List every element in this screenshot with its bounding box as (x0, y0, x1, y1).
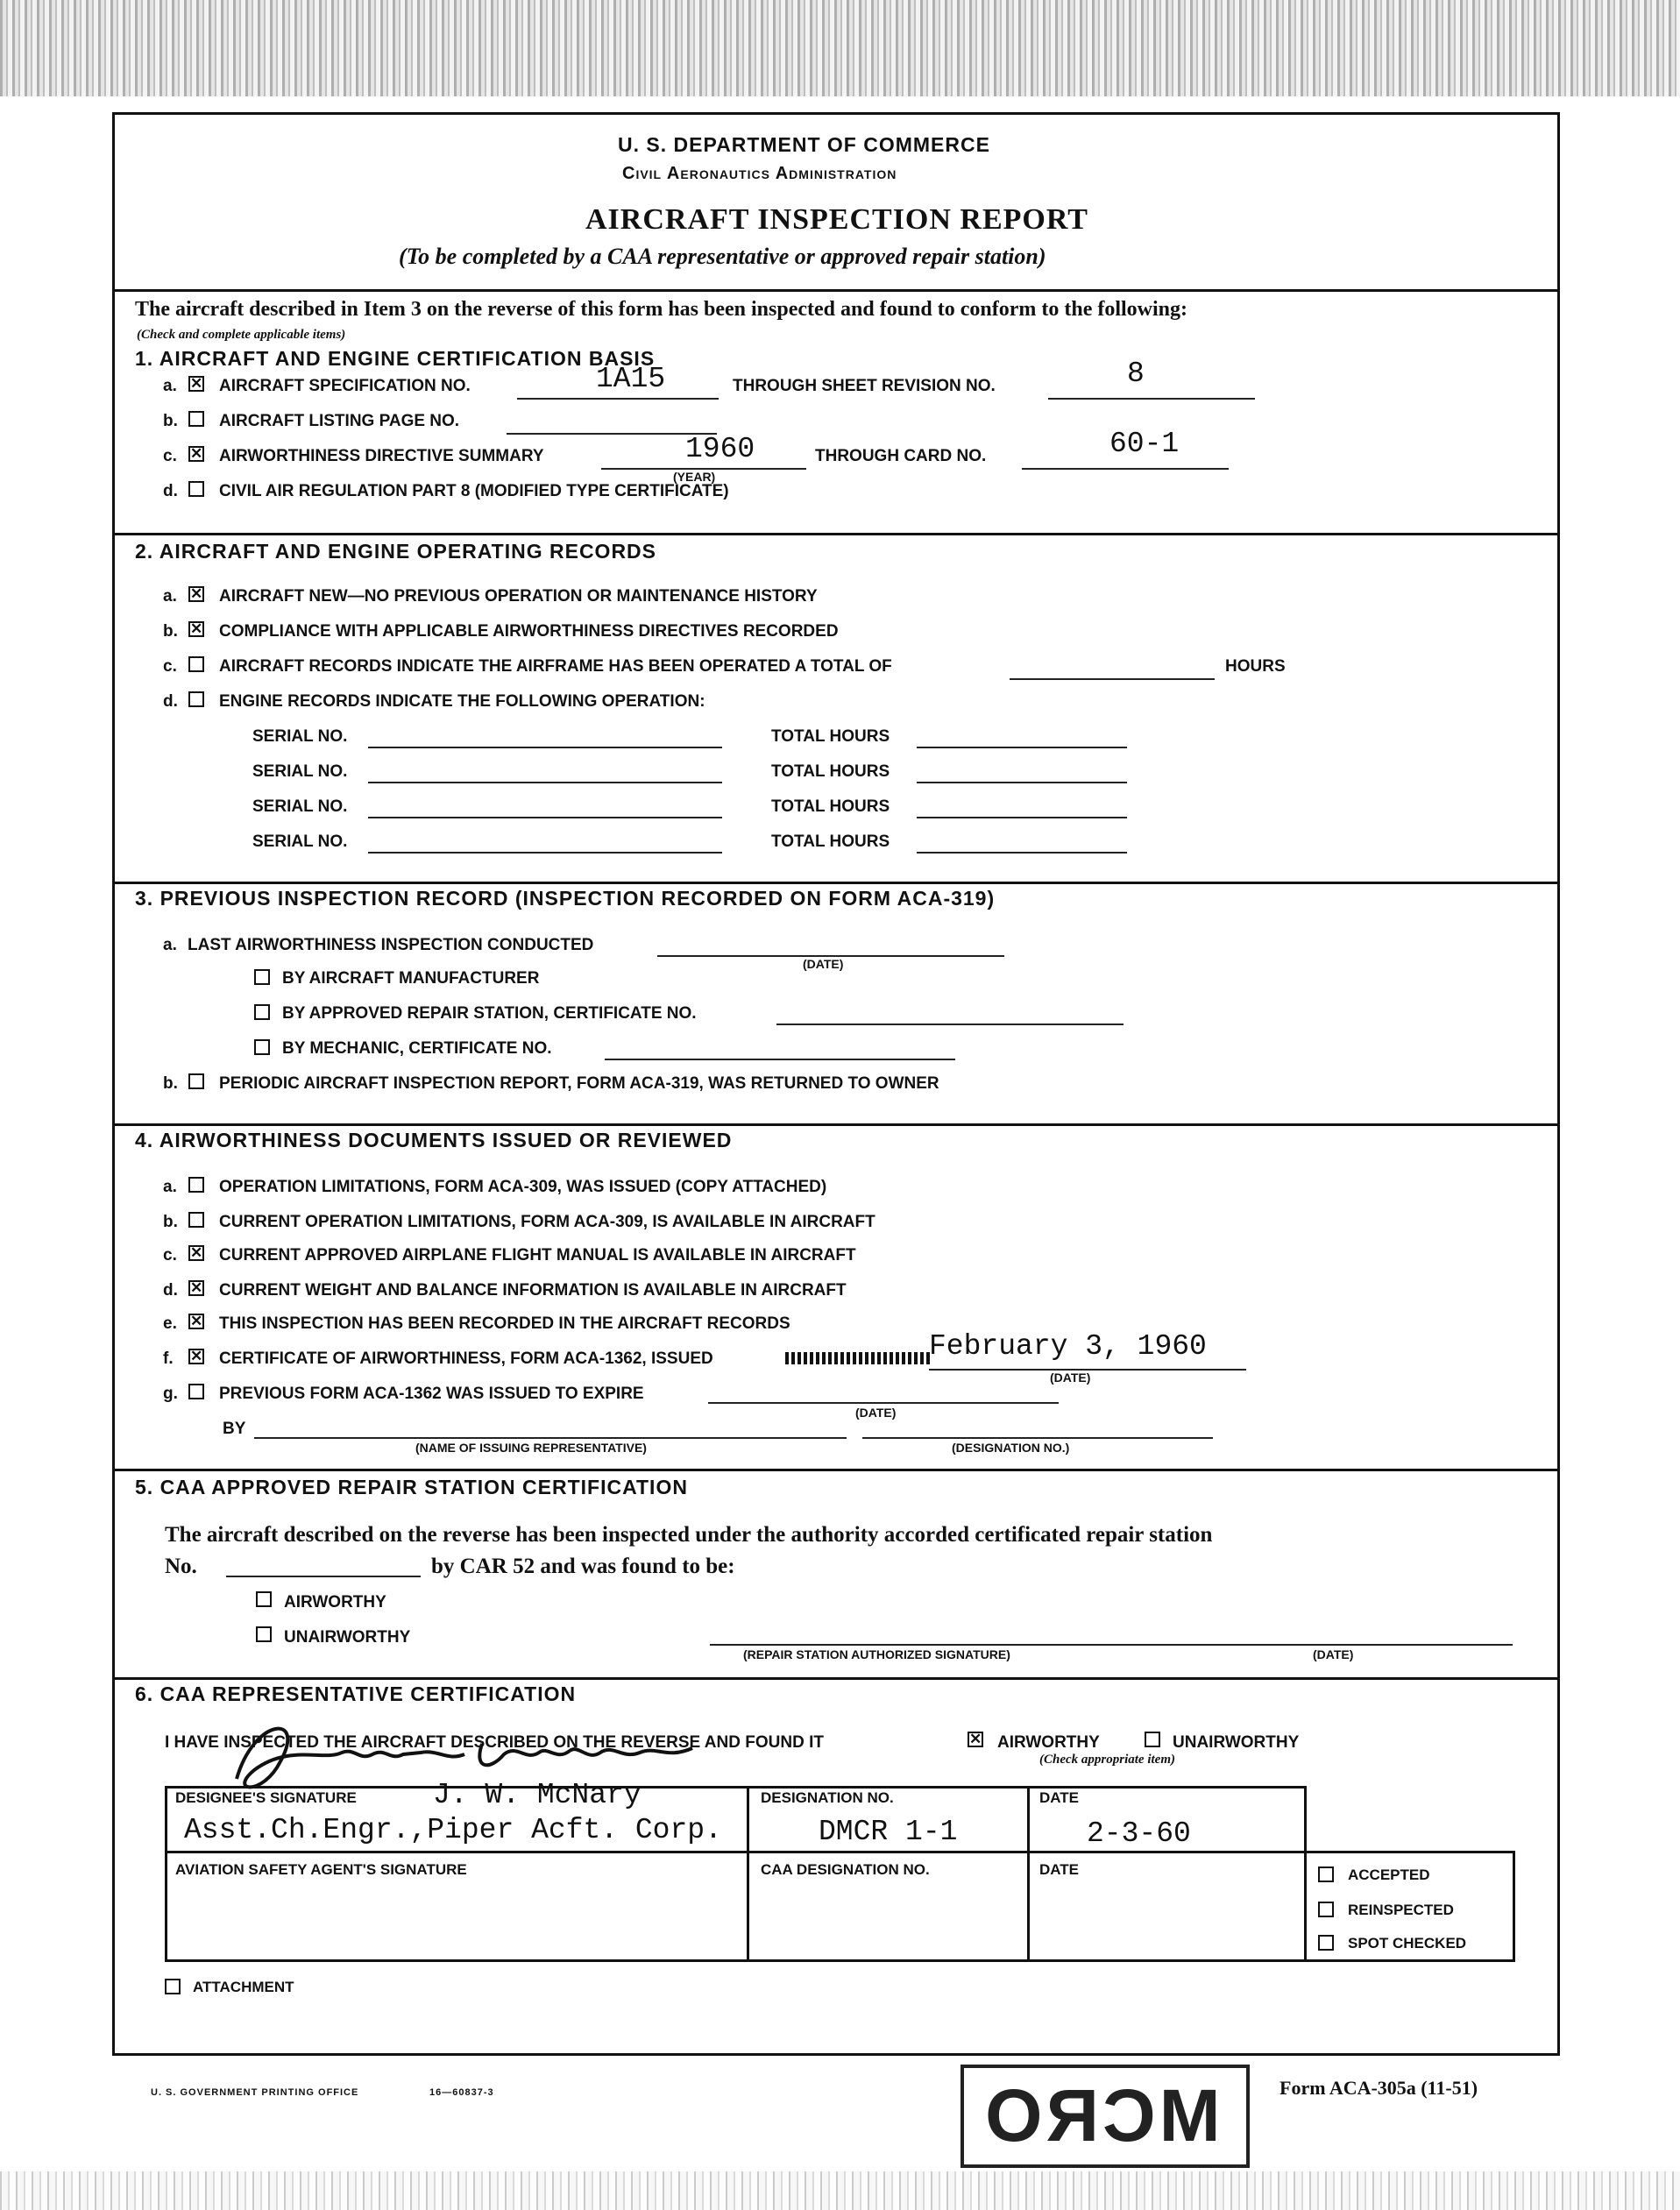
checkbox-by-repair-station[interactable] (254, 1004, 270, 1020)
checkbox-inspection-recorded[interactable] (188, 1314, 204, 1329)
form-subtitle: (To be completed by a CAA representative or approved repair station) (399, 244, 1046, 269)
stamp-text: MCRO (982, 2074, 1221, 2157)
checkbox-ad-summary[interactable] (188, 446, 204, 462)
item-letter: d. (163, 482, 178, 500)
spot-checked-label: SPOT CHECKED (1348, 1935, 1467, 1951)
check-appropriate-note: (Check appropriate item) (1039, 1753, 1175, 1767)
repair-station-certificate-field[interactable] (776, 1024, 1124, 1025)
mechanic-certificate-field[interactable] (605, 1059, 955, 1060)
form-number: Form ACA-305a (11-51) (1279, 2077, 1478, 2099)
issuing-representative-caption: (NAME OF ISSUING REPRESENTATIVE) (415, 1441, 647, 1455)
unairworthy-label: UNAIRWORTHY (1173, 1733, 1300, 1752)
designation-no-field[interactable] (862, 1437, 1213, 1439)
total-hours-field[interactable] (917, 817, 1127, 818)
item-letter: b. (163, 1074, 178, 1093)
date-caption: (DATE) (1313, 1647, 1354, 1661)
hours-label: HOURS (1225, 657, 1286, 676)
engine-records-label: ENGINE RECORDS INDICATE THE FOLLOWING OPERATION: (219, 692, 705, 711)
card-number-field[interactable] (1022, 468, 1229, 470)
scan-noise-top (0, 0, 1680, 96)
weight-balance-label: CURRENT WEIGHT AND BALANCE INFORMATION IS AVAILABLE IN AIRCRAFT (219, 1281, 847, 1300)
by-repair-station-label: BY APPROVED REPAIR STATION, CERTIFICATE NO. (282, 1004, 697, 1023)
serial-no-label: SERIAL NO. (252, 797, 348, 816)
table-rule (1304, 1786, 1307, 1962)
item-letter: f. (163, 1349, 174, 1368)
date-label: DATE (1039, 1861, 1080, 1878)
repair-station-date-field[interactable] (1166, 1644, 1513, 1646)
previous-form-expire-field[interactable] (708, 1402, 1059, 1404)
checkbox-attachment[interactable] (165, 1979, 181, 1994)
struck-out-text (785, 1352, 931, 1364)
checkbox-operation-limitations-available[interactable] (188, 1212, 204, 1228)
repair-station-text: The aircraft described on the reverse has been inspected under the authority accorded certificated repair station (165, 1523, 1213, 1547)
total-hours-label: TOTAL HOURS (771, 797, 890, 816)
designation-no-value: DMCR 1-1 (819, 1816, 958, 1848)
date-caption: (DATE) (1050, 1371, 1091, 1385)
checkbox-ad-compliance[interactable] (188, 621, 204, 637)
designation-no-label: DESIGNATION NO. (761, 1789, 894, 1806)
checkbox-by-manufacturer[interactable] (254, 969, 270, 985)
repair-station-signature-caption: (REPAIR STATION AUTHORIZED SIGNATURE) (743, 1647, 1010, 1661)
checkbox-previous-form[interactable] (188, 1384, 204, 1399)
item-letter: d. (163, 692, 178, 711)
mcro-stamp (961, 2065, 1250, 2168)
total-hours-field[interactable] (917, 747, 1127, 748)
ad-summary-label: AIRWORTHINESS DIRECTIVE SUMMARY (219, 447, 544, 465)
item-letter: a. (163, 1178, 177, 1196)
airframe-hours-field[interactable] (1010, 678, 1215, 680)
item-letter: b. (163, 412, 178, 430)
by-mechanic-label: BY MECHANIC, CERTIFICATE NO. (282, 1039, 552, 1058)
aircraft-specification-value: 1A15 (596, 363, 666, 395)
date-caption: (DATE) (855, 1406, 897, 1420)
table-rule (165, 1959, 1514, 1962)
through-sheet-revision-label: THROUGH SHEET REVISION NO. (733, 377, 996, 395)
car-52-text: by CAR 52 and was found to be: (431, 1555, 735, 1578)
checkbox-airworthy-station[interactable] (256, 1591, 272, 1607)
item-letter: c. (163, 657, 177, 676)
last-inspection-label: LAST AIRWORTHINESS INSPECTION CONDUCTED (188, 936, 594, 954)
checkbox-aircraft-listing[interactable] (188, 411, 204, 427)
table-rule (165, 1786, 167, 1962)
checkbox-car-part-8[interactable] (188, 481, 204, 497)
divider (112, 1677, 1560, 1680)
total-hours-field[interactable] (917, 852, 1127, 854)
airframe-hours-label: AIRCRAFT RECORDS INDICATE THE AIRFRAME HAS BEEN OPERATED A TOTAL OF (219, 657, 892, 676)
intro-text: The aircraft described in Item 3 on the reverse of this form has been inspected and found to conform to the following: (135, 298, 1188, 321)
ad-summary-year-value: 1960 (685, 433, 755, 465)
certificate-issued-label: CERTIFICATE OF AIRWORTHINESS, FORM ACA-1362, ISSUED (219, 1349, 713, 1368)
total-hours-field[interactable] (917, 782, 1127, 783)
by-manufacturer-label: BY AIRCRAFT MANUFACTURER (282, 969, 540, 988)
item-letter: a. (163, 936, 177, 954)
designee-signature-label: DESIGNEE'S SIGNATURE (175, 1789, 357, 1806)
checkbox-flight-manual[interactable] (188, 1245, 204, 1261)
date-caption: (DATE) (803, 957, 844, 971)
section-4-title: 4. AIRWORTHINESS DOCUMENTS ISSUED OR REVIEWED (135, 1129, 733, 1151)
section-6-title: 6. CAA REPRESENTATIVE CERTIFICATION (135, 1682, 577, 1705)
item-letter: g. (163, 1385, 178, 1403)
attachment-label: ATTACHMENT (193, 1979, 294, 1995)
section-2-title: 2. AIRCRAFT AND ENGINE OPERATING RECORDS (135, 540, 657, 563)
item-letter: a. (163, 587, 177, 606)
checkbox-engine-records[interactable] (188, 691, 204, 707)
form-title: AIRCRAFT INSPECTION REPORT (585, 203, 1088, 236)
car-part-8-label: CIVIL AIR REGULATION PART 8 (MODIFIED TYPE CERTIFICATE) (219, 482, 729, 500)
checkbox-by-mechanic[interactable] (254, 1039, 270, 1055)
serial-no-label: SERIAL NO. (252, 762, 348, 781)
year-caption: (YEAR) (673, 470, 716, 484)
serial-no-field[interactable] (368, 817, 722, 818)
table-rule (165, 1786, 1304, 1789)
agent-signature-label: AVIATION SAFETY AGENT'S SIGNATURE (175, 1861, 467, 1878)
section-5-title: 5. CAA APPROVED REPAIR STATION CERTIFICATION (135, 1476, 688, 1498)
total-hours-label: TOTAL HOURS (771, 832, 890, 851)
issuing-representative-field[interactable] (254, 1437, 847, 1439)
checkbox-unairworthy-station[interactable] (256, 1626, 272, 1642)
gpo-imprint: U. S. GOVERNMENT PRINTING OFFICE (151, 2087, 359, 2098)
revision-number-field[interactable] (1048, 398, 1255, 400)
card-number-value: 60-1 (1109, 428, 1180, 460)
checkbox-reinspected[interactable] (1318, 1902, 1334, 1917)
checkbox-airworthy-rep[interactable] (968, 1732, 983, 1747)
periodic-report-label: PERIODIC AIRCRAFT INSPECTION REPORT, FORM ACA-319, WAS RETURNED TO OWNER (219, 1074, 939, 1093)
checkbox-airframe-hours[interactable] (188, 656, 204, 672)
station-no-label: No. (165, 1555, 197, 1578)
date-value: 2-3-60 (1087, 1817, 1191, 1850)
accepted-label: ACCEPTED (1348, 1866, 1430, 1883)
unairworthy-label: UNAIRWORTHY (284, 1628, 411, 1647)
divider (112, 289, 1560, 292)
certificate-date-value: February 3, 1960 (929, 1330, 1207, 1363)
table-rule (165, 1851, 1514, 1853)
serial-no-field[interactable] (368, 852, 722, 854)
serial-no-label: SERIAL NO. (252, 832, 348, 851)
airworthy-label: AIRWORTHY (997, 1733, 1100, 1752)
airworthy-label: AIRWORTHY (284, 1593, 386, 1611)
reinspected-label: REINSPECTED (1348, 1902, 1454, 1918)
inspection-recorded-label: THIS INSPECTION HAS BEEN RECORDED IN THE AIRCRAFT RECORDS (219, 1314, 790, 1333)
previous-form-label: PREVIOUS FORM ACA-1362 WAS ISSUED TO EXPIRE (219, 1385, 644, 1403)
through-card-label: THROUGH CARD NO. (815, 447, 987, 465)
revision-number-value: 8 (1127, 358, 1145, 390)
repair-station-signature-field[interactable] (710, 1644, 1169, 1646)
checkbox-spot-checked[interactable] (1318, 1935, 1334, 1951)
department-heading: U. S. DEPARTMENT OF COMMERCE (618, 133, 990, 156)
checkbox-aircraft-new[interactable] (188, 586, 204, 602)
gpo-number: 16—60837-3 (429, 2087, 494, 2098)
checkbox-weight-balance[interactable] (188, 1280, 204, 1296)
section-3-title: 3. PREVIOUS INSPECTION RECORD (INSPECTION RECORDED ON FORM ACA-319) (135, 887, 996, 910)
checkbox-operation-limitations-issued[interactable] (188, 1177, 204, 1193)
flight-manual-label: CURRENT APPROVED AIRPLANE FLIGHT MANUAL IS AVAILABLE IN AIRCRAFT (219, 1246, 856, 1264)
item-letter: e. (163, 1314, 177, 1333)
ad-compliance-label: COMPLIANCE WITH APPLICABLE AIRWORTHINESS DIRECTIVES RECORDED (219, 622, 839, 641)
item-letter: c. (163, 1246, 177, 1264)
checkbox-unairworthy-rep[interactable] (1145, 1732, 1160, 1747)
item-letter: c. (163, 447, 177, 465)
divider (112, 882, 1560, 884)
designee-name: J. W. McNary (433, 1779, 642, 1811)
designee-title: Asst.Ch.Engr.,Piper Acft. Corp. (184, 1814, 722, 1846)
operation-limitations-available-label: CURRENT OPERATION LIMITATIONS, FORM ACA-309, IS AVAILABLE IN AIRCRAFT (219, 1213, 875, 1231)
aircraft-specification-label: AIRCRAFT SPECIFICATION NO. (219, 377, 471, 395)
date-label: DATE (1039, 1789, 1080, 1806)
checkbox-aircraft-specification[interactable] (188, 376, 204, 392)
item-letter: a. (163, 377, 177, 395)
aircraft-new-label: AIRCRAFT NEW—NO PREVIOUS OPERATION OR MAINTENANCE HISTORY (219, 587, 818, 606)
item-letter: d. (163, 1281, 178, 1300)
scan-noise-bottom (0, 2171, 1680, 2210)
serial-no-label: SERIAL NO. (252, 727, 348, 746)
serial-no-field[interactable] (368, 747, 722, 748)
divider (112, 1123, 1560, 1126)
designation-no-caption: (DESIGNATION NO.) (952, 1441, 1070, 1455)
checkbox-certificate-issued[interactable] (188, 1349, 204, 1364)
table-rule (1513, 1851, 1515, 1962)
total-hours-label: TOTAL HOURS (771, 762, 890, 781)
section-1-title: 1. AIRCRAFT AND ENGINE CERTIFICATION BASIS (135, 347, 656, 370)
by-label: BY (223, 1420, 246, 1438)
table-rule (1027, 1786, 1030, 1962)
divider (112, 533, 1560, 535)
item-letter: b. (163, 1213, 178, 1231)
serial-no-field[interactable] (368, 782, 722, 783)
aircraft-listing-label: AIRCRAFT LISTING PAGE NO. (219, 412, 460, 430)
operation-limitations-issued-label: OPERATION LIMITATIONS, FORM ACA-309, WAS ISSUED (COPY ATTACHED) (219, 1178, 827, 1196)
item-letter: b. (163, 622, 178, 641)
checkbox-periodic-report[interactable] (188, 1073, 204, 1089)
representative-statement: I HAVE INSPECTED THE AIRCRAFT DESCRIBED ON THE REVERSE AND FOUND IT (165, 1733, 824, 1752)
aircraft-specification-field[interactable] (517, 398, 719, 400)
total-hours-label: TOTAL HOURS (771, 727, 890, 746)
station-no-field[interactable] (226, 1576, 421, 1577)
administration-heading: Civil Aeronautics Administration (622, 164, 897, 183)
intro-note: (Check and complete applicable items) (137, 328, 346, 342)
caa-designation-label: CAA DESIGNATION NO. (761, 1861, 930, 1878)
table-rule (747, 1786, 749, 1962)
checkbox-accepted[interactable] (1318, 1866, 1334, 1882)
divider (112, 1469, 1560, 1471)
